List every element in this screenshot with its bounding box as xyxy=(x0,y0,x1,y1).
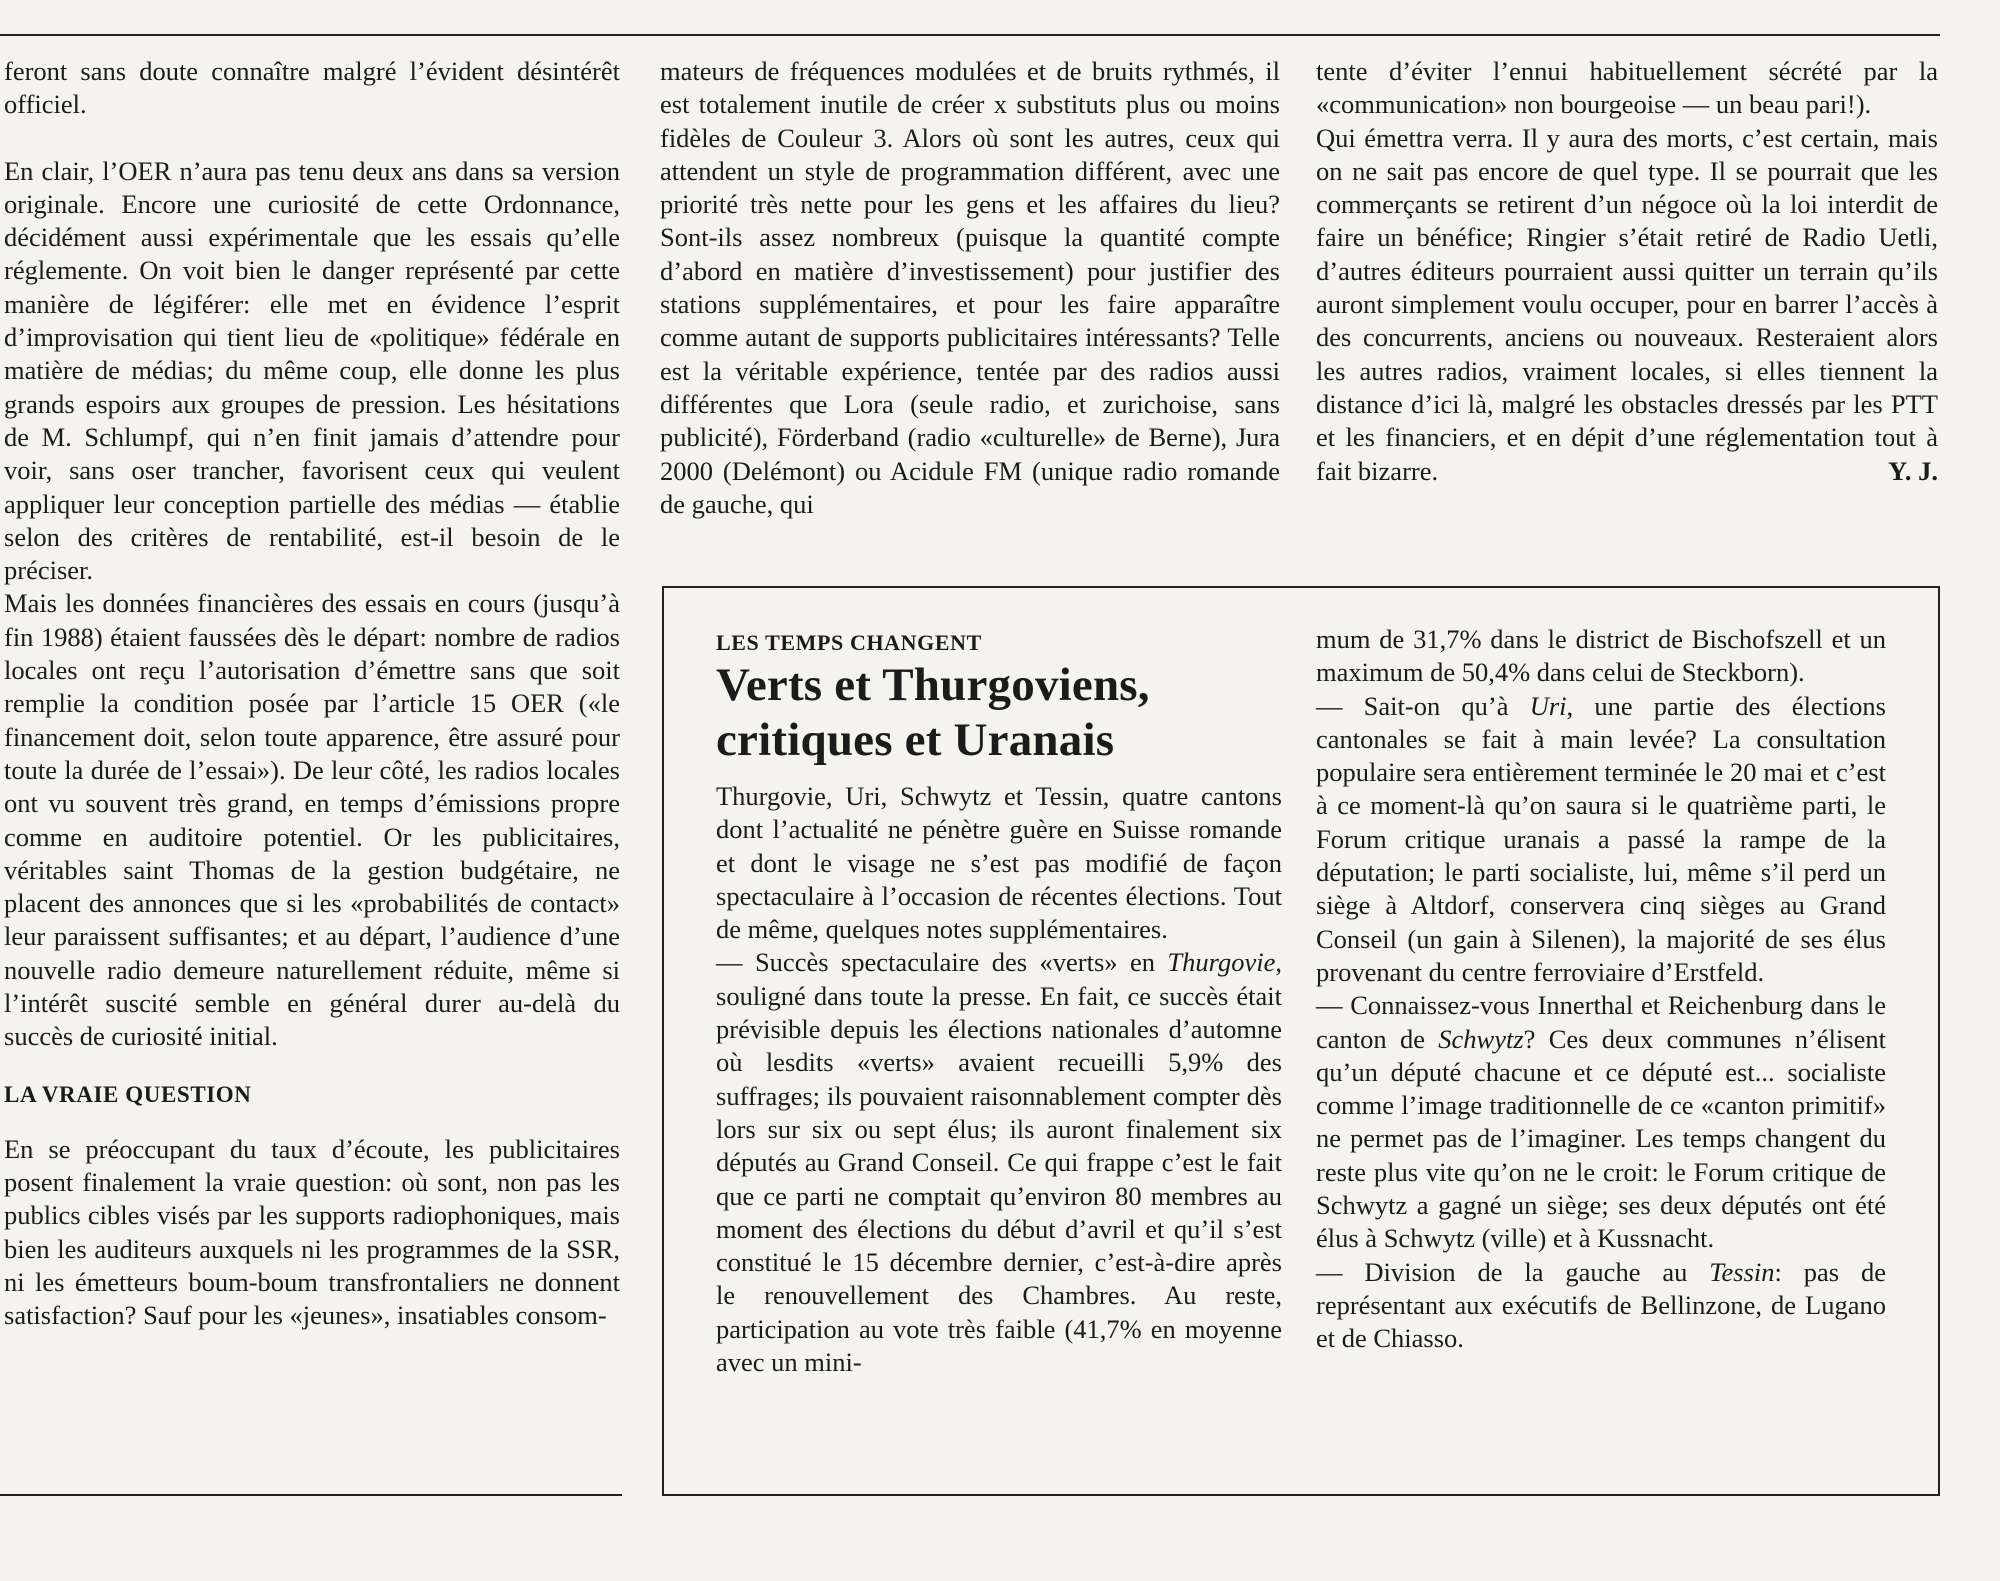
box-kicker: LES TEMPS CHANGENT xyxy=(716,630,982,655)
col1-bottom-rule xyxy=(0,1494,622,1496)
paragraph xyxy=(716,946,1282,1379)
author-signature: Y. J. xyxy=(1888,455,1938,486)
section-subhead: LA VRAIE QUESTION xyxy=(4,1081,252,1107)
text-run: , souligné dans toute la presse. En fait, ce succès était prévisible depuis les élections nationales d’automne où lesdits «verts» avaient recueilli 5,9% des suffrages; ils pouvaient raisonnablement compter dès lors sur six ou sept élus; ils auront finalement six députés au Grand Conseil. Ce qui frappe c’est le fait que ce parti ne comptait qu’environ 80 membres au moment des élections du début d’avril et qu’il s’est constitué le 15 décembre dernier, c’est-à-dire après le renouvellement des Chambres. Au reste, participation au vote très faible (41,7% en moyenne avec un mini- xyxy=(716,947,1282,1378)
text-run: ? Ces deux communes n’élisent qu’un député chacune et ce député est... socialiste comme l’image traditionnelle de ce «canton primitif» ne permet pas de l’imaginer. Les temps changent du reste plus vite qu’on ne le croit: le Forum critique de Schwytz a gagné un siège; ses deux députés ont été élus à Schwytz (ville) et à Kussnacht. xyxy=(1316,1023,1886,1254)
paragraph: En se préoccupant du taux d’écoute, les publicitaires posent finalement la vraie question: où sont, non pas les publics cibles visés par les supports radiophoniques, mais bien les auditeurs auxquels ni les programmes de la SSR, ni les émetteurs boum-boum transfrontaliers ne donnent satisfaction? Sauf pour les «jeunes», insatiables consom- xyxy=(4,1133,620,1331)
box-column-left xyxy=(716,628,1282,1379)
article-column-2 xyxy=(660,55,1280,521)
boxed-article xyxy=(716,624,1906,1478)
paragraph: feront sans doute connaître malgré l’évident désintérêt officiel. xyxy=(4,56,620,120)
text-run: — Sait-on qu’à xyxy=(1316,690,1530,721)
box-top-rule xyxy=(664,586,1940,588)
text-run: : pas de représentant aux exécutifs de Bellinzone, de Lugano et de Chiasso. xyxy=(1316,1256,1886,1354)
paragraph: mum de 31,7% dans le district de Bischofszell et un maximum de 50,4% dans celui de Steckborn). xyxy=(1316,624,1886,688)
paragraph: mateurs de fréquences modulées et de bruits rythmés, il est totalement inutile de créer x substituts plus ou moins fidèles de Couleur 3. Alors où sont les autres, ceux qui attendent un style de programmation différent, avec une priorité très nette pour les gens et les affaires du lieu? Sont-ils assez nombreux (puisque la quantité compte d’abord en matière d’investissement) pour justifier des stations supplémentaires, et pour les faire apparaître comme autant de supports publicitaires intéressants? Telle est la véritable expérience, tentée par des radios aussi différentes que Lora (seule radio, et zurichoise, sans publicité), Förderband (radio «culturelle» de Berne), Jura 2000 (Delémont) ou Acidule FM (unique radio romande de gauche, qui xyxy=(660,56,1280,519)
emphasis: Tessin xyxy=(1709,1256,1775,1287)
box-bottom-rule xyxy=(664,1494,1940,1496)
paragraph: Thurgovie, Uri, Schwytz et Tessin, quatre cantons dont l’actualité ne pénètre guère en Suisse romande et dont le visage ne s’est pas modifié de façon spectaculaire à l’occasion de récentes élections. Tout de même, quelques notes supplémentaires. xyxy=(716,781,1282,945)
box-column-right xyxy=(1316,623,1886,1356)
emphasis: Uri xyxy=(1529,690,1567,721)
headline-line-2: critiques et Uranais xyxy=(716,714,1115,766)
box-left-rule xyxy=(662,586,664,1496)
paragraph: Mais les données financières des essais en cours (jusqu’à fin 1988) étaient faussées dès le départ: nombre de radios locales ont reçu l’autorisation d’émettre sans que soit remplie la condition posée par l’article 15 OER («le financement doit, selon toute apparence, être assuré pour toute la durée de l’essai»). De leur côté, les radios locales ont vu souvent très grand, en temps d’émissions propre comme en auditoire potentiel. Or les publicitaires, véritables saint Thomas de la gestion budgétaire, ne placent des annonces que si les «probabilités de contact» leur paraissent suffisantes; et au départ, l’audience d’une nouvelle radio demeure naturellement réduite, même si l’intérêt suscité semble en général durer au-delà du succès de curiosité initial. xyxy=(4,588,620,1052)
paragraph xyxy=(1316,122,1938,488)
paragraph: tente d’éviter l’ennui habituellement sécrété par la «communication» non bourgeoise — un beau pari!). xyxy=(1316,56,1938,120)
article-column-1 xyxy=(4,55,620,1332)
emphasis: Thurgovie xyxy=(1167,947,1276,978)
paragraph xyxy=(1316,1256,1886,1356)
text-run: , une partie des élections cantonales se fait à main levée? La consultation populaire sera entièrement terminée le 20 mai et c’est à ce moment-là qu’on saura si le quatrième parti, le Forum critique uranais a passé la rampe de la députation; le parti socialiste, lui, même s’il perd un siège à Altdorf, conservera cinq sièges au Grand Conseil (un gain à Silenen), la majorité de ses élus provenant du centre ferroviaire d’Erstfeld. xyxy=(1316,690,1886,987)
article-column-3 xyxy=(1316,55,1938,488)
text-run: — Division de la gauche au xyxy=(1316,1256,1710,1287)
paragraph xyxy=(1316,690,1886,990)
box-headline xyxy=(716,658,1282,768)
box-right-rule xyxy=(1938,586,1940,1496)
paragraph-text: Qui émettra verra. Il y aura des morts, c’est certain, mais on ne sait pas encore de quel type. Il se pourrait que les commerçants se retirent d’un négoce où la loi interdit de faire un bénéfice; Ringier s’était retiré de Radio Uetli, d’autres éditeurs pourraient aussi quitter un terrain qu’ils auront simplement voulu occuper, pour en barrer l’accès à des concurrents, anciens ou nouveaux. Resteraient alors les autres radios, vraiment locales, si elles tiennent la distance d’ici là, malgré les obstacles dressés par les PTT et les financiers, et en dépit d’une réglementation tout à fait bizarre. xyxy=(1316,122,1938,486)
headline-line-1: Verts et Thurgoviens, xyxy=(716,659,1150,711)
text-run: — Succès spectaculaire des «verts» en xyxy=(716,947,1168,978)
paragraph: En clair, l’OER n’aura pas tenu deux ans dans sa version originale. Encore une curiosité de cette Ordonnance, décidément aussi expérimentale que les essais qu’elle réglemente. On voit bien le danger représenté par cette manière de légiférer: elle met en évidence l’esprit d’improvisation qui tient lieu de «politique» fédérale en matière de médias; du même coup, elle donne les plus grands espoirs aux groupes de pression. Les hésitations de M. Schlumpf, qui n’en finit jamais d’attendre pour voir, sans oser trancher, favorisent ceux qui veulent appliquer leur conception partielle des médias — établie selon des critères de rentabilité, est-il besoin de le préciser. xyxy=(4,155,620,586)
emphasis: Schwytz xyxy=(1438,1023,1524,1054)
text-run: — Connaissez-vous Innerthal et Reichenburg dans le canton de xyxy=(1316,990,1886,1054)
paragraph xyxy=(1316,989,1886,1255)
top-rule xyxy=(0,34,1940,36)
